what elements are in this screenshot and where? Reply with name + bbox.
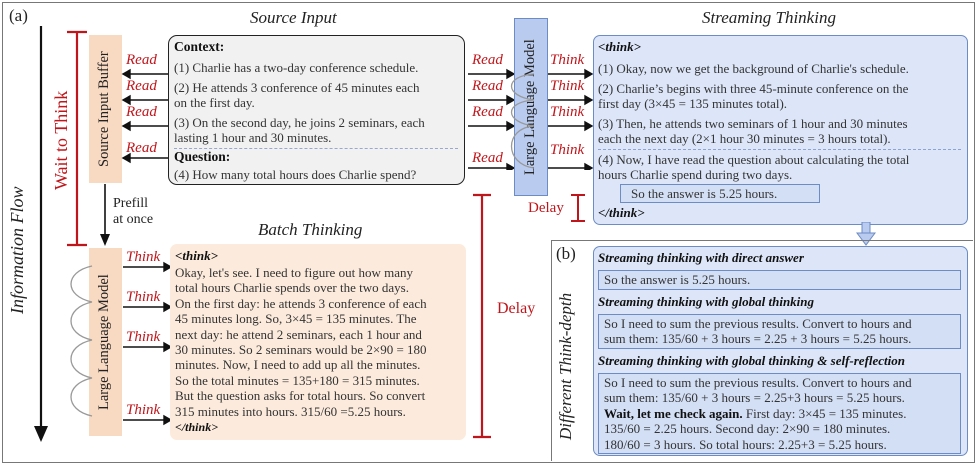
source-line-2: (2) He attends 3 conference of 45 minutes each on the first day. [174, 79, 420, 110]
direct-answer-title: Streaming thinking with direct answer [598, 250, 804, 265]
panel-a-label: (a) [9, 6, 28, 25]
think-depth-box [593, 246, 968, 456]
streaming-delay-label: Delay [528, 200, 564, 216]
batch-text: Okay, let's see. I need to figure out how many total hours Charlie spends over the two days. On the first day: he attends 3 conference of each 45 minutes long. So, 3×45 = 135 minutes. The next day: he attend 2 seminars, each 1 hour and 30 minutes. So 2 seminars would be 2×90 = 180 minutes. Now, I need to add up all the minutes. So the total minutes = 135+180 = 315 minutes. But the question asks for total hours. So convert 315 minutes into hours. 315/60 =5.25 hours. [175, 265, 427, 419]
think-label-streaming-3: Think [550, 104, 585, 120]
streaming-open-tag: <think> [598, 39, 641, 54]
information-flow-label: Information Flow [7, 186, 27, 314]
question-heading: Question: [174, 148, 231, 164]
streaming-llm-label: Large Language Model [522, 39, 538, 175]
batch-loops [62, 262, 96, 422]
source-line-1: (1) Charlie has a two-day conference schedule. [174, 60, 419, 75]
streaming-close-tag: </think> [598, 205, 645, 220]
self-reflection-title: Streaming thinking with global thinking & self-reflection [598, 352, 905, 368]
think-label-batch-2: Think [126, 289, 161, 305]
prefill-label: Prefill at once [113, 196, 154, 227]
batch-close-tag: </think> [175, 420, 219, 435]
think-label-streaming-4: Think [550, 142, 585, 158]
streaming-line-1: (1) Okay, now we get the background of Charlie's schedule. [598, 61, 909, 76]
think-label-batch-3: Think [126, 329, 161, 345]
read-label-right-3: Read [472, 104, 503, 120]
context-heading: Context: [174, 39, 225, 54]
global-thinking-title: Streaming thinking with global thinking [598, 293, 815, 309]
streaming-line-2: (2) Charlie’s begins with three 45-minute conference on the first day (3×45 = 135 minutes total). [598, 80, 909, 111]
read-label-left-3: Read [126, 104, 157, 120]
global-thinking-text: So I need to sum the previous results. Convert to hours and sum them: 135/60 + 3 hours = 2.25 + 3 hours = 5.25 hours. [598, 314, 961, 349]
panel-b-label: (b) [556, 244, 576, 263]
read-label-left-2: Read [126, 78, 157, 94]
wait-to-think-label: Wait to Think [51, 90, 71, 190]
source-input-box [168, 35, 465, 185]
batch-thinking-box [170, 244, 466, 440]
prefill-arrow [97, 184, 113, 248]
source-input-buffer-box [89, 35, 122, 183]
streaming-thinking-title: Streaming Thinking [702, 8, 836, 27]
direct-answer-text: So the answer is 5.25 hours. [598, 270, 961, 290]
source-input-buffer-label: Source Input Buffer [96, 51, 112, 167]
read-label-left-1: Read [126, 52, 157, 68]
think-label-streaming-2: Think [550, 78, 585, 94]
source-input-title: Source Input [250, 8, 337, 27]
batch-delay-label: Delay [497, 300, 536, 317]
source-line-3: (3) On the second day, he joins 2 seminars, each lasting 1 hour and 30 minutes. [174, 114, 425, 145]
question-line: (4) How many total hours does Charlie spend? [174, 166, 417, 182]
self-reflection-text-1: So I need to sum the previous results. Convert to hours and sum them: 135/60 + 3 hours = 2.25+3 hours = 5.25 hours. [604, 374, 912, 405]
streaming-line-4: (4) Now, I have read the question about calculating the total hours Charlie spend during two days. [598, 151, 910, 182]
information-flow-arrow [30, 26, 52, 446]
streaming-line-3: (3) Then, he attends two seminars of 1 hour and 30 minutes each the next day (2×1 hour 30 minutes = 3 hours total). [598, 115, 908, 146]
batch-thinking-title: Batch Thinking [258, 220, 363, 239]
read-label-right-4: Read [472, 150, 503, 166]
self-reflection-text [598, 373, 961, 455]
read-label-right-1: Read [472, 52, 503, 68]
read-label-left-4: Read [126, 140, 157, 156]
self-reflection-text-2: First day: 3×45 = 135 minutes. 135/60 = 2.25 hours. Second day: 2×90 = 180 minutes. 180/60 = 3 hours. So total hours: 2.25+3 = 5.25 hours. [604, 405, 907, 452]
streaming-answer: So the answer is 5.25 hours. [620, 184, 820, 204]
batch-llm-label: Large Language Model [96, 274, 112, 410]
think-label-batch-1: Think [126, 249, 161, 265]
read-label-right-2: Read [472, 78, 503, 94]
think-label-batch-4: Think [126, 402, 161, 418]
streaming-loops [486, 60, 550, 170]
different-think-depth-label: Different Think-depth [556, 292, 575, 440]
streaming-divider [598, 149, 961, 150]
batch-open-tag: <think> [175, 248, 218, 263]
streaming-thinking-box [593, 35, 968, 225]
batch-delay-bracket [470, 193, 494, 441]
think-label-streaming-1: Think [550, 52, 585, 68]
self-reflection-bold: Wait, let me check again. [604, 405, 743, 421]
streaming-delay-bracket [568, 193, 588, 225]
